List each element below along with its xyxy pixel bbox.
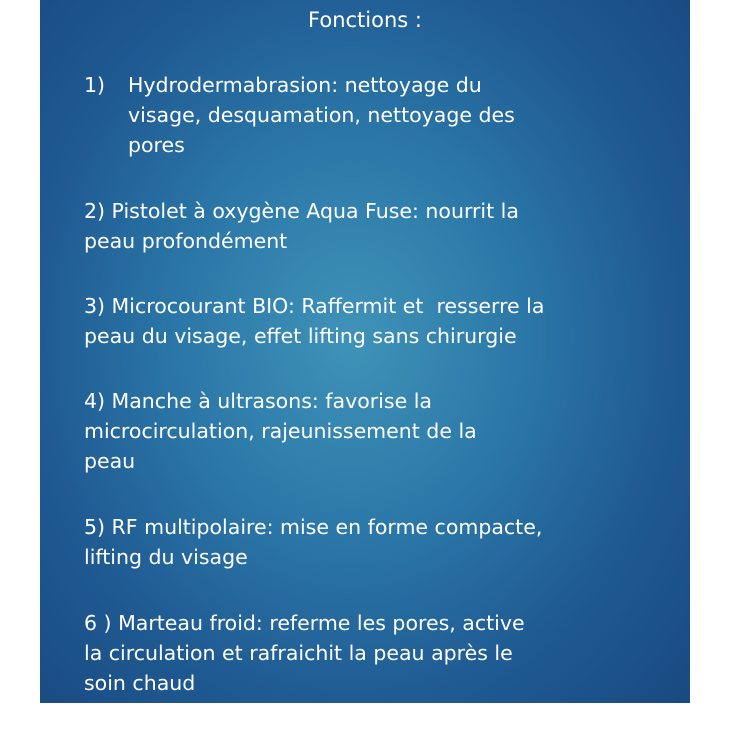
list-item-line: la circulation et rafraichit la peau après le <box>84 641 513 665</box>
list-item-text <box>128 70 515 160</box>
list-item-line: 6 ) Marteau froid: referme les pores, active <box>84 611 525 635</box>
list-item-number: 1) <box>84 73 106 97</box>
list-item-line: 4) Manche à ultrasons: favorise la <box>84 389 432 413</box>
list-item-line: pores <box>128 133 185 157</box>
list-item-line: 5) RF multipolaire: mise en forme compacte, <box>84 515 543 539</box>
list-item-line: visage, desquamation, nettoyage des <box>128 103 515 127</box>
list-item-line: peau du visage, effet lifting sans chirurgie <box>84 324 517 348</box>
list-item-line: Hydrodermabrasion: nettoyage du <box>128 73 482 97</box>
list-item-line: 2) Pistolet à oxygène Aqua Fuse: nourrit la <box>84 199 519 223</box>
list-item-2 <box>84 196 674 256</box>
list-item-line: peau profondément <box>84 229 288 253</box>
list-item-line: microcirculation, rajeunissement de la <box>84 419 477 443</box>
list-item-line: peau <box>84 449 136 473</box>
list-item-3 <box>84 291 674 351</box>
list-item-line: 3) Microcourant BIO: Raffermit et resserre la <box>84 294 545 318</box>
list-item-5 <box>84 512 674 572</box>
list-item-4 <box>84 386 674 476</box>
list-item-6 <box>84 608 674 698</box>
list-item-line: soin chaud <box>84 671 196 695</box>
slide-title: Fonctions : <box>308 8 422 32</box>
list-item-line: lifting du visage <box>84 545 248 569</box>
slide <box>40 0 690 703</box>
